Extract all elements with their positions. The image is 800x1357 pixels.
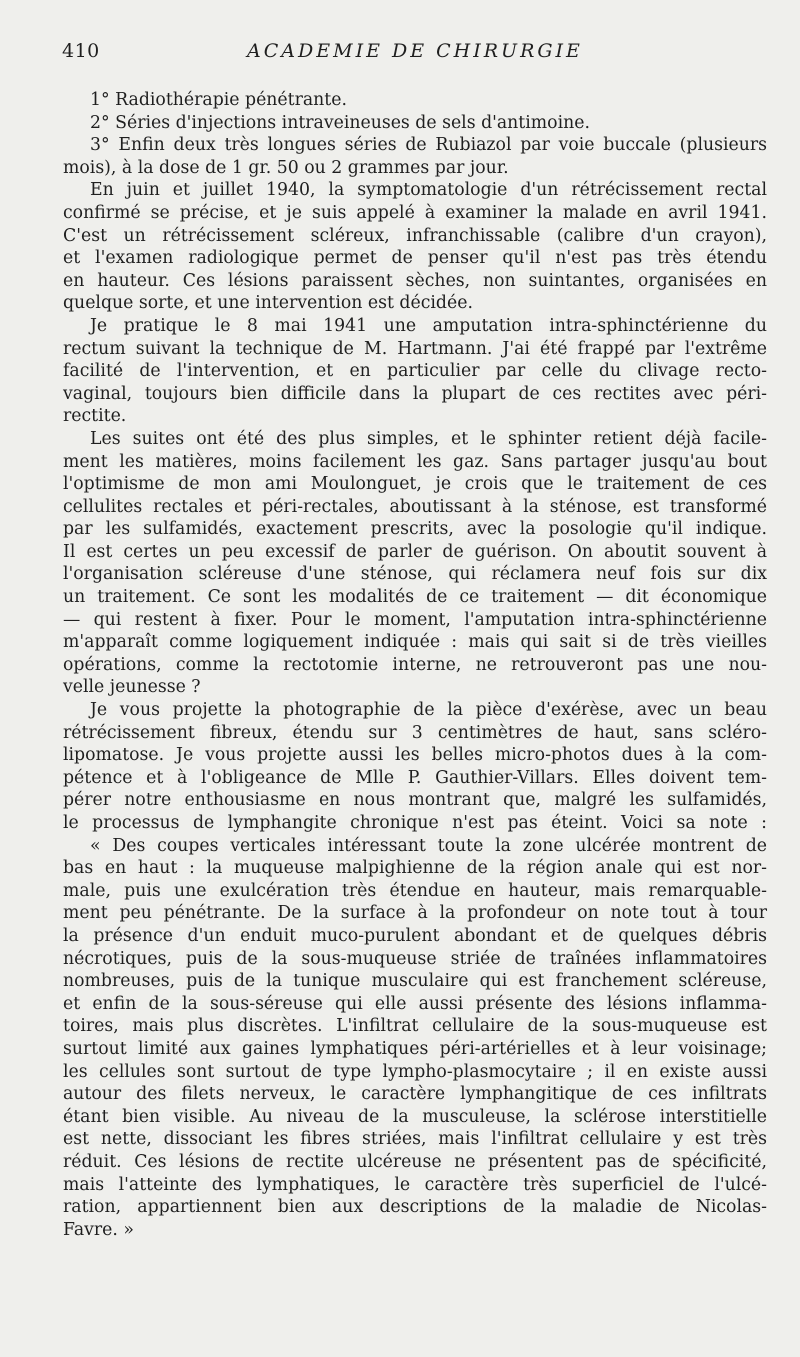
text-line: rectite. bbox=[63, 406, 127, 427]
text-line: 3° Enfin deux très longues séries de Rubiazol par voie buccale (plusieurs bbox=[90, 135, 767, 156]
text-line: ration, appartiennent bien aux descriptions de la maladie de Nicolas- bbox=[63, 1197, 767, 1218]
text-line: ment peu pénétrante. De la surface à la profondeur on note tout à tour bbox=[63, 903, 767, 924]
text-line: nécrotiques, puis de la sous-muqueuse striée de traînées inflammatoires bbox=[63, 948, 767, 969]
text-line: male, puis une exulcération très étendue en hauteur, mais remarquable- bbox=[63, 880, 767, 901]
page-header bbox=[62, 40, 768, 68]
text-line: est nette, dissociant les fibres striées, mais l'infiltrat cellulaire y est très bbox=[63, 1129, 767, 1150]
text-line: rétrécissement fibreux, étendu sur 3 centimètres de haut, sans scléro- bbox=[63, 722, 767, 743]
text-line: 1° Radiothérapie pénétrante. bbox=[90, 90, 347, 110]
text-line: Il est certes un peu excessif de parler de guérison. On aboutit souvent à bbox=[63, 541, 767, 562]
text-line: velle jeunesse ? bbox=[63, 677, 201, 698]
text-line: lipomatose. Je vous projette aussi les belles micro-photos dues à la com- bbox=[63, 745, 767, 766]
text-line: — qui restent à fixer. Pour le moment, l'amputation intra-sphinctérienne bbox=[63, 609, 767, 630]
text-line: étant bien visible. Au niveau de la musculeuse, la sclérose interstitielle bbox=[63, 1106, 767, 1127]
text-line: l'optimisme de mon ami Moulonguet, je crois que le traitement de ces bbox=[63, 474, 767, 495]
text-line: vaginal, toujours bien difficile dans la plupart de ces rectites avec péri- bbox=[63, 383, 767, 404]
text-line: en hauteur. Ces lésions paraissent sèches, non suintantes, organisées en bbox=[63, 270, 767, 291]
text-line: Je pratique le 8 mai 1941 une amputation intra-sphinctérienne du bbox=[90, 315, 767, 336]
text-line: nombreuses, puis de la tunique musculaire qui est franchement scléreuse, bbox=[63, 971, 767, 992]
text-line: mois), à la dose de 1 gr. 50 ou 2 grammes par jour. bbox=[63, 157, 509, 178]
text-line: réduit. Ces lésions de rectite ulcéreuse ne présentent pas de spécificité, bbox=[63, 1151, 767, 1172]
text-line: 2° Séries d'injections intraveineuses de sels d'antimoine. bbox=[90, 112, 590, 133]
text-line: bas en haut : la muqueuse malpighienne de la région anale qui est nor- bbox=[63, 858, 767, 879]
body-text bbox=[63, 89, 767, 1241]
text-line: mais l'atteinte des lymphatiques, le caractère très superficiel de l'ulcé- bbox=[63, 1174, 767, 1195]
text-line: et l'examen radiologique permet de penser qu'il n'est pas très étendu bbox=[63, 248, 767, 269]
text-line: le processus de lymphangite chronique n'est pas éteint. Voici sa note : bbox=[63, 813, 767, 833]
text-line: En juin et juillet 1940, la symptomatologie d'un rétrécissement rectal bbox=[90, 180, 767, 201]
text-line: un traitement. Ce sont les modalités de ce traitement — dit économique bbox=[63, 587, 767, 608]
text-line: Je vous projette la photographie de la pièce d'exérèse, avec un beau bbox=[90, 700, 767, 721]
text-line: toires, mais plus discrètes. L'infiltrat cellulaire de la sous-muqueuse est bbox=[63, 1016, 767, 1037]
text-line: et enfin de la sous-séreuse qui elle aussi présente des lésions inflamma- bbox=[63, 993, 767, 1014]
running-title: ACADEMIE DE CHIRURGIE bbox=[247, 40, 583, 62]
text-line: facilité de l'intervention, et en particulier par celle du clivage recto- bbox=[63, 361, 767, 382]
text-line: pétence et à l'obligeance de Mlle P. Gauthier-Villars. Elles doivent tem- bbox=[63, 767, 767, 788]
text-line: C'est un rétrécissement scléreux, infranchissable (calibre d'un crayon), bbox=[63, 225, 767, 246]
text-line: Favre. » bbox=[63, 1219, 134, 1240]
text-line: rectum suivant la technique de M. Hartmann. J'ai été frappé par l'extrême bbox=[63, 338, 767, 359]
text-line: Les suites ont été des plus simples, et le sphinter retient déjà facile- bbox=[90, 428, 767, 449]
text-line: cellulites rectales et péri-rectales, aboutissant à la sténose, est transformé bbox=[63, 496, 767, 517]
text-line: opérations, comme la rectotomie interne, ne retrouveront pas une nou- bbox=[63, 654, 767, 675]
text-line: par les sulfamidés, exactement prescrits, avec la posologie qu'il indique. bbox=[63, 519, 767, 540]
text-line: les cellules sont surtout de type lympho-plasmocytaire ; il en existe aussi bbox=[63, 1061, 767, 1082]
text-line: m'apparaît comme logiquement indiquée : mais qui sait si de très vieilles bbox=[63, 632, 767, 653]
text-line: autour des filets nerveux, le caractère lymphangitique de ces infiltrats bbox=[63, 1084, 767, 1105]
text-line: surtout limité aux gaines lymphatiques péri-artérielles et à leur voisinage; bbox=[63, 1038, 767, 1059]
text-line: la présence d'un enduit muco-purulent abondant et de quelques débris bbox=[63, 925, 767, 946]
text-line: « Des coupes verticales intéressant toute la zone ulcérée montrent de bbox=[90, 835, 767, 856]
text-line: ment les matières, moins facilement les gaz. Sans partager jusqu'au bout bbox=[63, 451, 767, 472]
page-number: 410 bbox=[62, 40, 100, 62]
text-line: l'organisation scléreuse d'une sténose, qui réclamera neuf fois sur dix bbox=[63, 564, 767, 585]
text-line: confirmé se précise, et je suis appelé à examiner la malade en avril 1941. bbox=[63, 202, 767, 223]
text-line: quelque sorte, et une intervention est décidée. bbox=[63, 293, 473, 314]
text-line: pérer notre enthousiasme en nous montrant que, malgré les sulfamidés, bbox=[63, 790, 767, 811]
